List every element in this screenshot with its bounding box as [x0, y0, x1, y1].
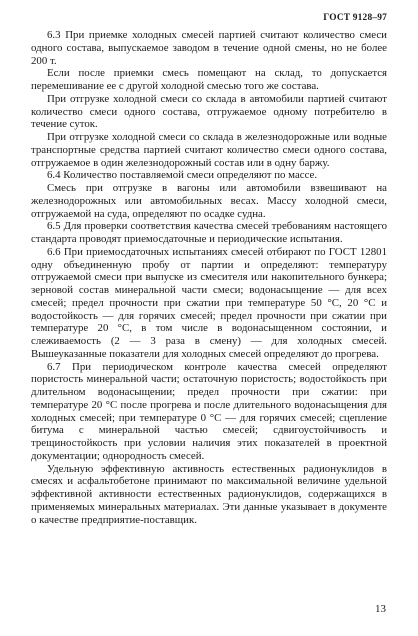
paragraph-6-5: 6.5 Для проверки соответствия качества смесей требованиям настоящего стандарта проводят приемосдаточные и периодические испытания. — [31, 220, 387, 245]
paragraph-weighing: Смесь при отгрузке в вагоны или автомобили взвешивают на железнодорожных или автомобильных весах. Массу холодной смеси, отгружаемой на суда, определяют по осадке судна. — [31, 182, 387, 220]
page-number: 13 — [375, 603, 386, 615]
paragraph-radionuclides: Удельную эффективную активность естественных радионуклидов в смесях и асфальтобетоне принимают по максимальной величине удельной эффективной активности естественных радионуклидов, содержащихся в применяемых минеральных материалах. Эти данные указывает в документе о качестве предприятие-поставщик. — [31, 462, 387, 526]
paragraph-6-7: 6.7 При периодическом контроле качества смесей определяют пористость минеральной части; остаточную пористость; водостойкость при длительном водонасыщении; предел прочности при сжатии: при температуре 20 °С после прогрева и после длительного водонасыщения для холодных смесей; при температуре 0 °С — для горячих смесей; сцепление битума с минеральной частью смесей; сдвигоустойчивость и трещиностойкость при условии наличия этих показателей в проектной документации; однородность смесей. — [31, 360, 387, 462]
paragraph-rail-water-shipment: При отгрузке холодной смеси со склада в железнодорожные или водные транспортные средства партией считают количество смеси одного состава, отгружаемое в один железнодорожный состав или в одну баржу. — [31, 131, 387, 169]
paragraph-truck-shipment: При отгрузке холодной смеси со склада в автомобили партией считают количество смеси одного состава, отгружаемое одному потребителю в течение суток. — [31, 92, 387, 131]
body-text — [31, 29, 387, 526]
paragraph-6-4: 6.4 Количество поставляемой смеси определяют по массе. — [47, 169, 318, 182]
paragraph-6-3: 6.3 При приемке холодных смесей партией считают количество смеси одного состава, выпускаемое заводом в течение одной смены, но не более 200 т. — [31, 29, 387, 67]
paragraph-storage-mixing: Если после приемки смесь помещают на склад, то допускается перемешивание ее с другой холодной смесью того же состава. — [31, 67, 387, 92]
standard-header: ГОСТ 9128–97 — [323, 13, 387, 23]
paragraph-6-6: 6.6 При приемосдаточных испытаниях смесей отбирают по ГОСТ 12801 одну объединенную пробу от партии и определяют: температуру отгружаемой смеси при выпуске из смесителя или накопительного бункера; зерновой состав минеральной части смеси; водонасыщение — для всех смесей; предел прочности при сжатии при температуре 50 °С, 20 °С и водостойкость — для горячих смесей; предел прочности при сжатии при температуре 20 °С, в том числе в водонасыщенном состоянии, и слеживаемость (2 — 3 раза в смену) — для холодных смесей. Вышеуказанные показатели для холодных смесей определяют до прогрева. — [31, 245, 387, 360]
